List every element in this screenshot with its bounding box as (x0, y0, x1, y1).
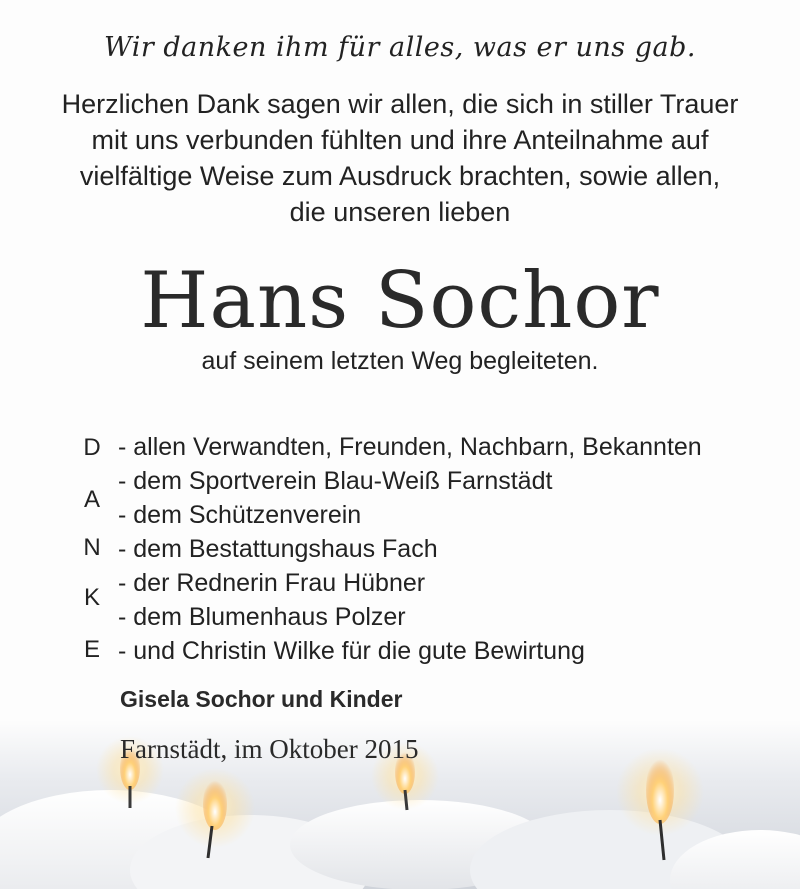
thanks-list (118, 430, 702, 668)
danke-letter: K (83, 584, 100, 611)
intro-text (0, 86, 800, 230)
list-item: - und Christin Wilke für die gute Bewirtung (118, 637, 585, 665)
signature: Gisela Sochor und Kinder (120, 686, 403, 712)
danke-letter: D (83, 434, 101, 461)
list-item: - dem Bestattungshaus Fach (118, 535, 438, 563)
list-item: - der Rednerin Frau Hübner (118, 569, 426, 597)
intro-line: vielfältige Weise zum Ausdruck brachten, sowie allen, (79, 161, 721, 191)
list-item: - dem Schützenverein (118, 501, 362, 529)
list-item: - allen Verwandten, Freunden, Nachbarn, Bekannten (118, 433, 702, 461)
danke-letter: E (83, 636, 100, 663)
list-item: - dem Blumenhaus Polzer (118, 603, 406, 631)
after-name-text: auf seinem letzten Weg begleiteten. (201, 347, 599, 375)
intro-line: Herzlichen Dank sagen wir allen, die sich in stiller Trauer (61, 89, 739, 119)
danke-letter: N (83, 534, 101, 561)
intro-line: die unseren lieben (289, 197, 511, 227)
place-date: Farnstädt, im Oktober 2015 (120, 734, 419, 764)
intro-line: mit uns verbunden fühlten und ihre Anteilnahme auf (91, 125, 709, 155)
deceased-name: Hans Sochor (140, 256, 660, 346)
list-item: - dem Sportverein Blau-Weiß Farnstädt (118, 467, 553, 495)
motto: Wir danken ihm für alles, was er uns gab. (103, 32, 696, 63)
danke-letter: A (83, 486, 100, 513)
